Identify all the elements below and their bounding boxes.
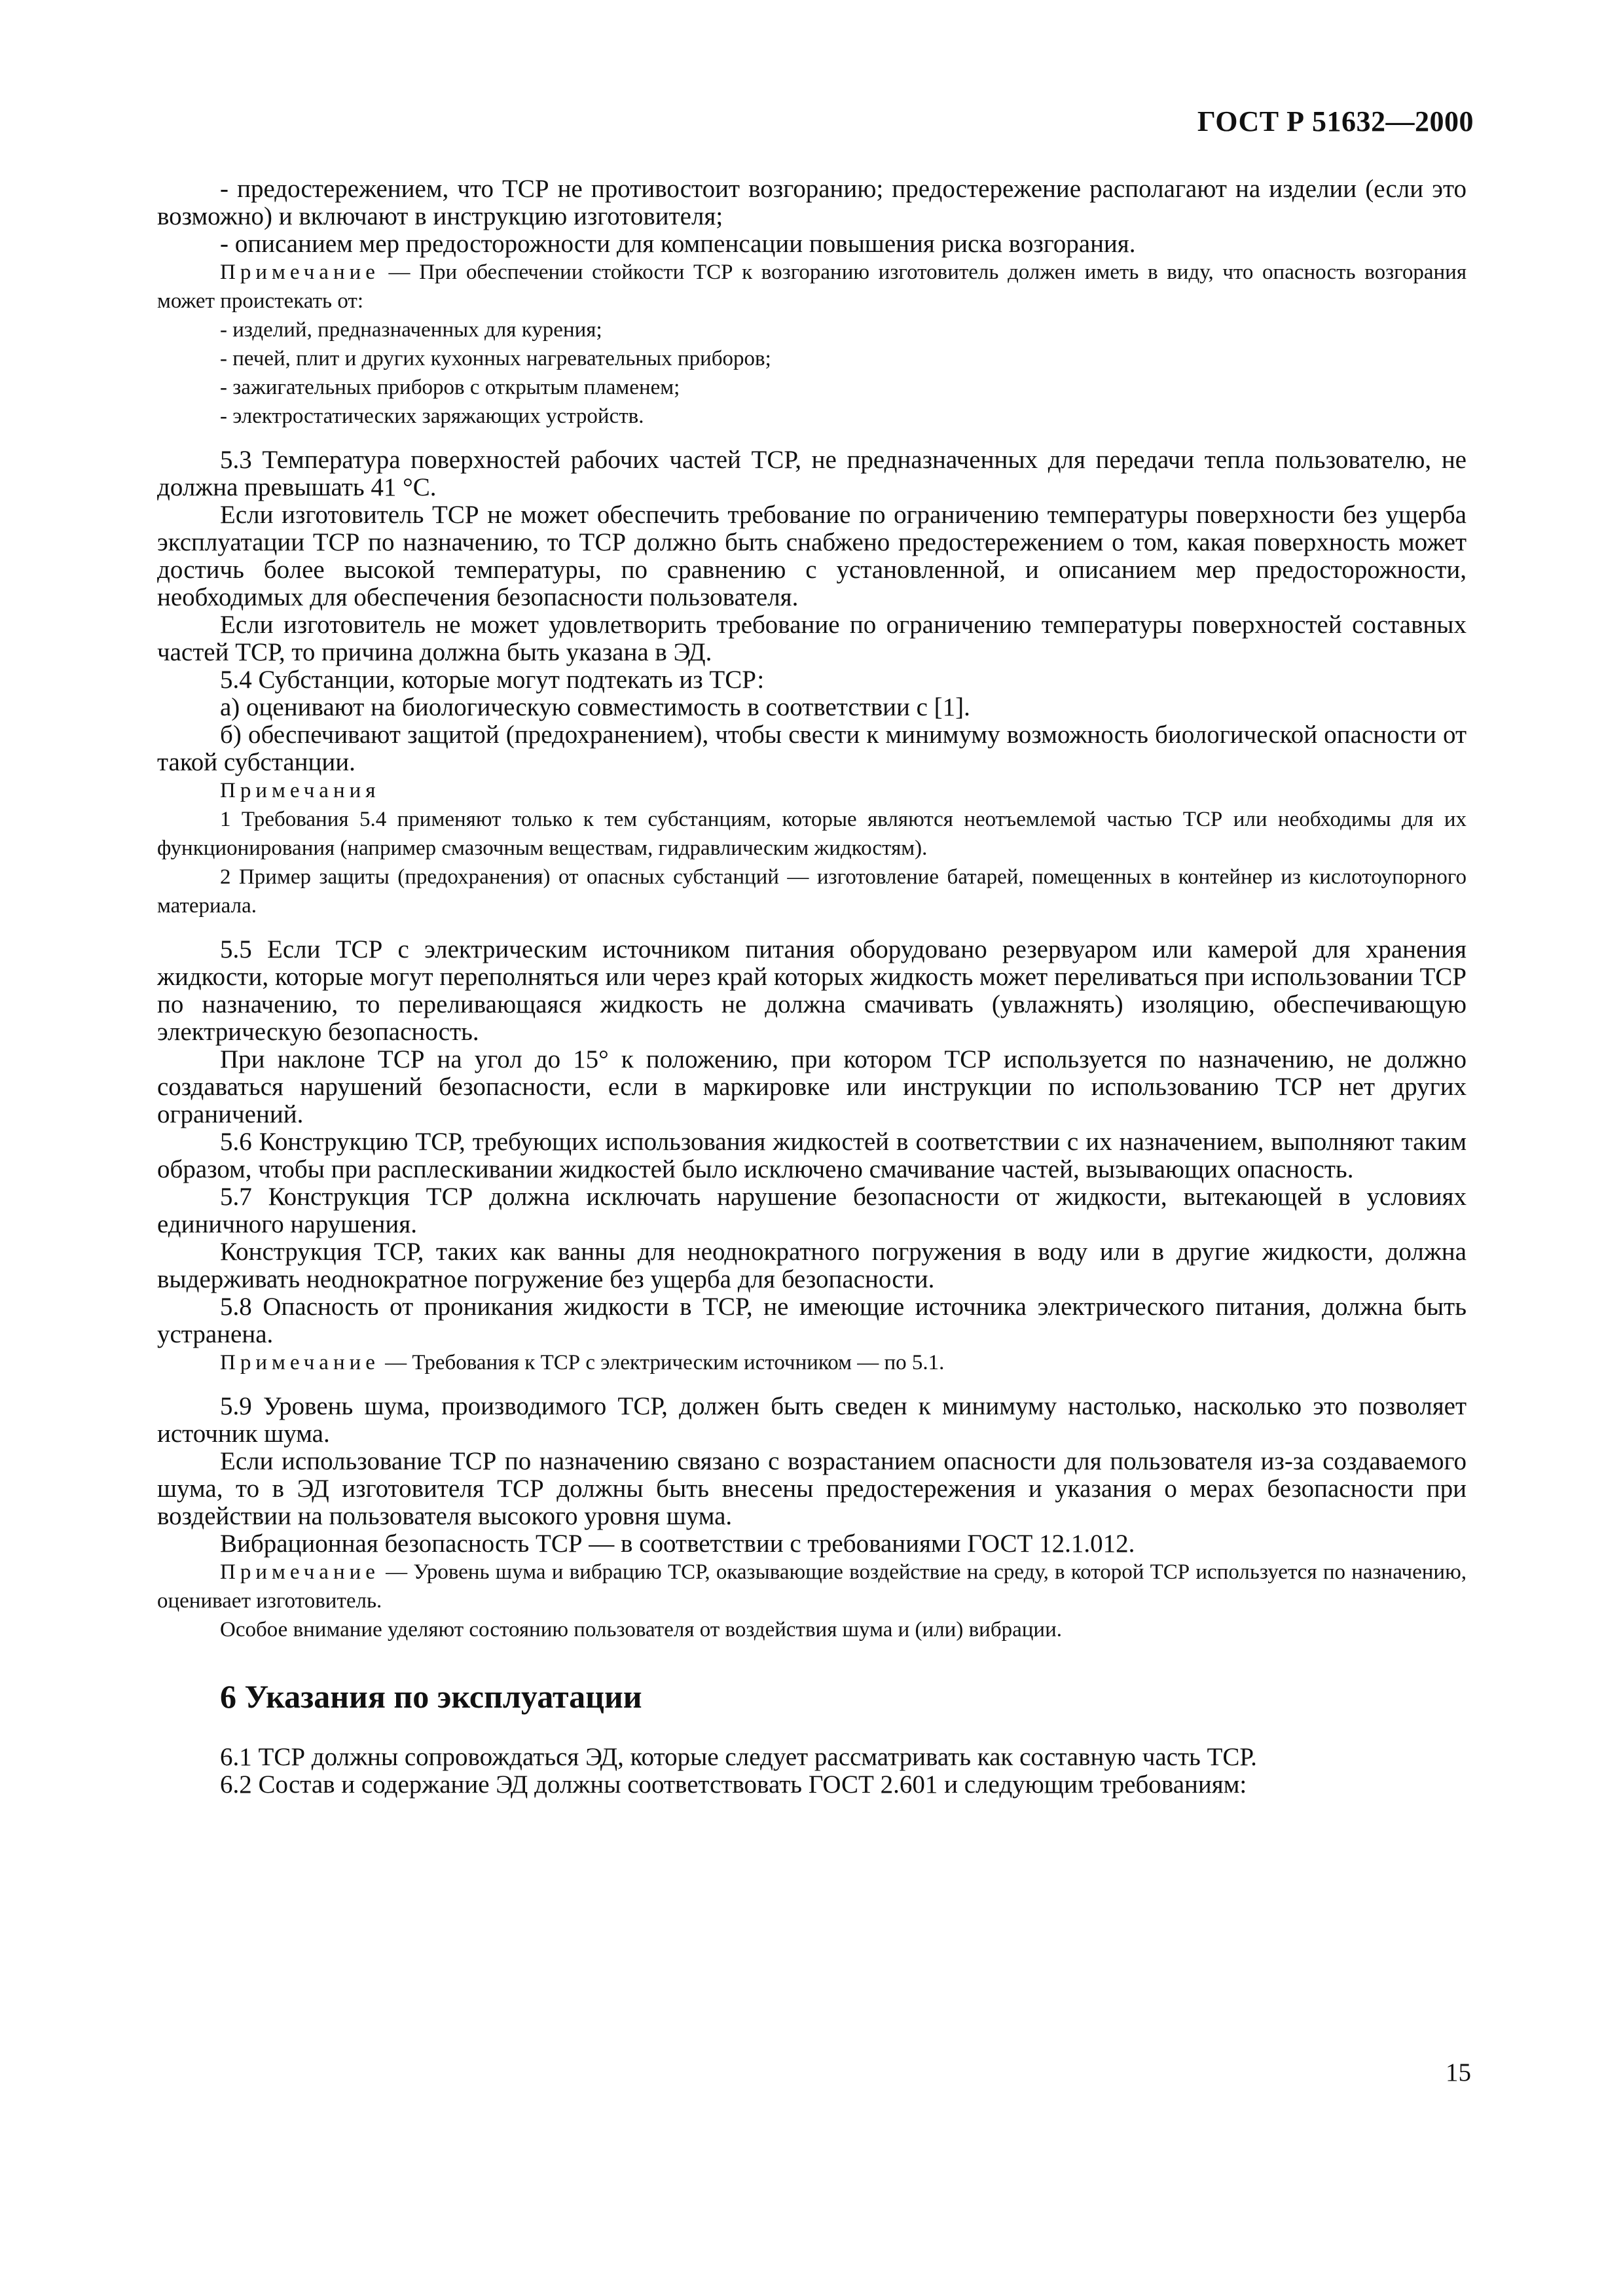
notes-heading [157, 776, 1467, 805]
clause-5-4: 5.4 Субстанции, которые могут подтекать из ТСР: [220, 666, 765, 694]
note-attention: Особое внимание уделяют состоянию пользователя от воздействия шума и (или) вибрации. [220, 1618, 1062, 1641]
note-text: — Требования к ТСР с электрическим источником — по 5.1. [379, 1351, 945, 1374]
section-6-heading: 6 Указания по эксплуатации [220, 1678, 642, 1715]
clause-5-8: 5.8 Опасность от проникания жидкости в ТСР, не имеющие источника электрического питания, должна быть устранена. [157, 1293, 1467, 1348]
note-noise-vibration [157, 1558, 1467, 1615]
paragraph-warning-fire: - предостережением, что ТСР не противостоит возгоранию; предостережение располагают на изделии (если это возможно) и включают в инструкцию изготовителя; [157, 175, 1467, 230]
clause-5-7-paragraph-2: Конструкция ТСР, таких как ванны для неоднократного погружения в воду или в другие жидкости, должна выдерживать неоднократное погружение без ущерба для безопасности. [157, 1238, 1467, 1293]
clause-5-6: 5.6 Конструкцию ТСР, требующих использования жидкостей в соответствии с их назначением, выполняют таким образом, чтобы при расплескивании жидкостей было исключено смачивание частей, вызывающих опасность. [157, 1128, 1467, 1183]
list-item: - зажигательных приборов с открытым пламенем; [220, 376, 680, 399]
clause-5-3-paragraph-3: Если изготовитель не может удовлетворить требование по ограничению температуры поверхностей составных частей ТСР, то причина должна быть указана в ЭД. [157, 611, 1467, 666]
list-item: - печей, плит и других кухонных нагревательных приборов; [220, 347, 771, 370]
page-body [157, 175, 1467, 1799]
note-text: — Уровень шума и вибрацию ТСР, оказывающие воздействие на среду, в которой ТСР используется по назначению, оценивает изготовитель. [157, 1560, 1467, 1613]
clause-5-7: 5.7 Конструкция ТСР должна исключать нарушение безопасности от жидкости, вытекающей в условиях единичного нарушения. [157, 1183, 1467, 1238]
clause-5-5-paragraph-2: При наклоне ТСР на угол до 15° к положению, при котором ТСР используется по назначению, не должно создаваться нарушений безопасности, если в маркировке или инструкции по использованию ТСР нет других ограничений. [157, 1045, 1467, 1128]
note-label: Примечание [220, 1560, 380, 1584]
notes-label: Примечания [220, 779, 380, 802]
clause-5-4-item-b: б) обеспечивают защитой (предохранением), чтобы свести к минимуму возможность биологической опасности от такой субстанции. [157, 721, 1467, 776]
list-item: - электростатических заряжающих устройств. [220, 404, 644, 428]
clause-5-3-paragraph-2: Если изготовитель ТСР не может обеспечить требование по ограничению температуры поверхности без ущерба эксплуатации ТСР по назначению, то ТСР должно быть снабжено предостережением о том, какая поверхность может достичь более высокой температуры, по сравнению с установленной, и описанием мер предосторожности, необходимых для обеспечения безопасности пользователя. [157, 501, 1467, 611]
clause-5-9-paragraph-3: Вибрационная безопасность ТСР — в соответствии с требованиями ГОСТ 12.1.012. [220, 1530, 1135, 1558]
list-item: - изделий, предназначенных для курения; [220, 318, 602, 342]
note-electric-source [157, 1348, 1467, 1377]
clause-5-5: 5.5 Если ТСР с электрическим источником питания оборудовано резервуаром или камерой для хранения жидкости, которые могут переполняться или через край которых жидкость может переливаться при использовании ТСР по назначению, то переливающаяся жидкость не должна смачивать (увлажнять) изоляцию, обеспечивающую электрическую безопасность. [157, 935, 1467, 1046]
clause-5-9-paragraph-2: Если использование ТСР по назначению связано с возрастанием опасности для пользователя из-за создаваемого шума, то в ЭД изготовителя ТСР должны быть внесены предостережения и указания о мерах безопасности при воздействии на пользователя высокого уровня шума. [157, 1447, 1467, 1530]
note-item-2: 2 Пример защиты (предохранения) от опасных субстанций — изготовление батарей, помещенных в контейнер из кислотоупорного материала. [157, 865, 1467, 918]
page-number: 15 [1446, 2058, 1471, 2087]
note-item-1: 1 Требования 5.4 применяют только к тем субстанциям, которые являются неотъемлемой частью ТСР или необходимы для их функционирования (например смазочным веществам, гидравлическим жидкостям). [157, 808, 1467, 860]
clause-5-9: 5.9 Уровень шума, производимого ТСР, должен быть сведен к минимуму настолько, насколько это позволяет источник шума. [157, 1392, 1467, 1448]
clause-5-4-item-a: а) оценивают на биологическую совместимость в соответствии с [1]. [220, 693, 970, 721]
clause-6-2: 6.2 Состав и содержание ЭД должны соответствовать ГОСТ 2.601 и следующим требованиям: [220, 1770, 1247, 1799]
note-label: Примечание [220, 1351, 380, 1374]
clause-6-1: 6.1 ТСР должны сопровождаться ЭД, которые следует рассматривать как составную часть ТСР. [220, 1743, 1257, 1771]
note-text: — При обеспечении стойкости ТСР к возгоранию изготовитель должен иметь в виду, что опасность возгорания может проистекать от: [157, 260, 1467, 313]
clause-5-3: 5.3 Температура поверхностей рабочих частей ТСР, не предназначенных для передачи тепла пользователю, не должна превышать 41 °С. [157, 446, 1467, 501]
paragraph-precautions: - описанием мер предосторожности для компенсации повышения риска возгорания. [220, 230, 1136, 258]
note-label: Примечание [220, 260, 380, 284]
document-code: ГОСТ Р 51632—2000 [1197, 105, 1474, 137]
note-fire-sources [157, 258, 1467, 315]
